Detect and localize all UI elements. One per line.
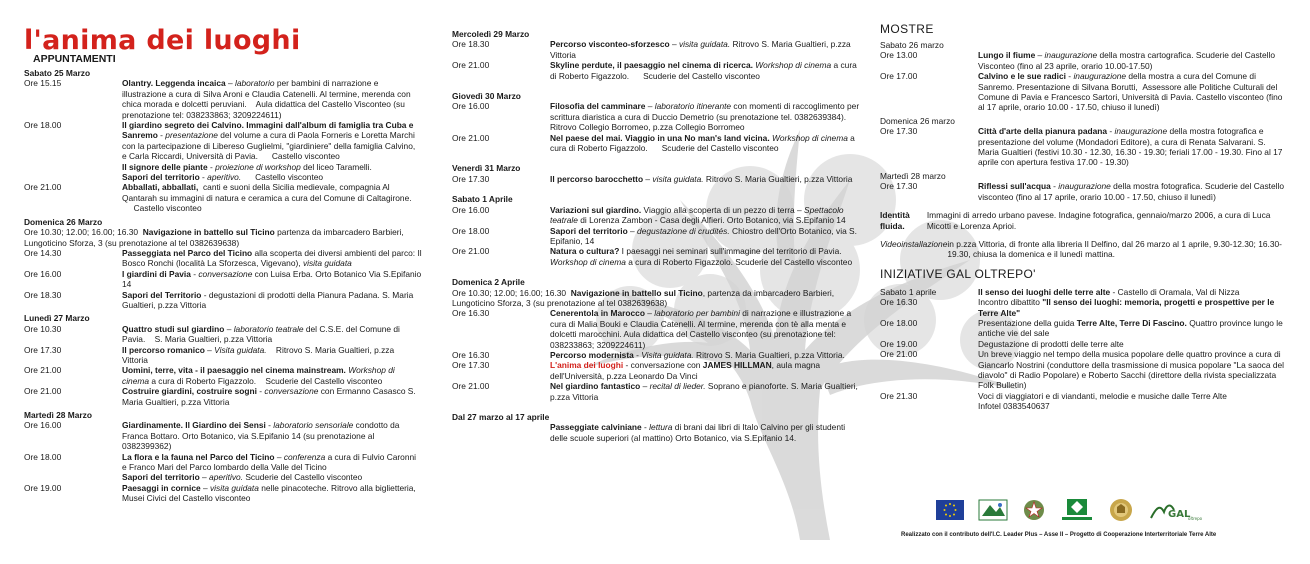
event-description: Calvino e le sue radici - inaugurazione della mostra a cura del Comune di Sanremo. Presentazione di Silvana Borutti, Assessore alle Politiche Culturali del Comune di Pavia e Francesco Sartori, Università di Pavia. Castello visconteo (fino al 17 aprile, orario 10.00 - 17.50, chiuso il lunedì) [978, 71, 1283, 113]
event-description: Natura o cultura? I paesaggi nei seminari sull'immagine del territorio di Pavia. Workshop di cinema a cura di Roberto Figazzolo. Scuderie del Castello visconteo [550, 246, 853, 267]
event-time [24, 162, 122, 172]
event-time: Ore 16.00 [452, 204, 490, 215]
spacer [452, 184, 864, 191]
event-time: Ore 17.30 [880, 126, 918, 137]
event-description: Passeggiate calviniane - lettura di brani dai libri di Italo Calvino per gli studenti delle scuole superiori (al mattino) Orto Botanico, via S.Epifanio 14. [550, 422, 846, 443]
day-heading: Martedì 28 Marzo [24, 410, 92, 420]
event-entry [24, 324, 422, 345]
event-description: Sapori del Territorio - degustazioni di prodotti della Pianura Padana. S. Maria Gualtieri, p.zza Vittoria [122, 289, 414, 310]
event-description: Cenerentola in Marocco – laboratorio per bambini di narrazione e illustrazione a cura di Malia Bouki e Claudia Catenelli. Al termine, merenda con tè alla menta e dolcetti marocchini. Aula didattica del Castello visconteo (su prenotazione tel: 038233863; 3209224611) [550, 308, 852, 350]
event-entry [880, 349, 1286, 391]
footer-credit: Realizzato con il contributo dell'I.C. Leader Plus – Asse II – Progetto di Cooperazione Interterritoriale Terre Alte [901, 532, 1217, 538]
event-description: Il giardino segreto dei Calvino. Immagini dall'album di famiglia tra Cuba e Sanremo - presentazione del volume a cura di Paola Forneris e Loretta Marchi con la partecipazione di Libereso Guglielmi, "giardiniere" della famiglia Calvino, e Carla Riccardi, Università di Pavia. Castello visconteo [122, 120, 416, 162]
event-time: Ore 19.00 [24, 482, 62, 493]
event-entry [452, 60, 864, 81]
event-description: Percorso modernista - Visita guidata. Ritrovo S. Maria Gualtieri, p.zza Vittoria. [550, 349, 845, 360]
event-time: Ore 10.30; 12.00; 16.00; 16.30 [24, 227, 139, 238]
event-description: L'anima dei luoghi - conversazione con JAMES HILLMAN, aula magna dell'Università, p.zza Leonardo Da Vinci [550, 360, 821, 381]
event-description: Il senso dei luoghi delle terre alte - Castello di Oramala, Val di Nizza [978, 286, 1240, 297]
event-description: Sapori del territorio – aperitivo. Scuderie del Castello visconteo [122, 472, 363, 483]
event-description: Costruire giardini, costruire sogni - conversazione con Ermanno Casasco S. Maria Gualtieri, p.zza Vittoria [122, 386, 416, 407]
event-description: Nel paese del mai. Viaggio in una No man's land vicina. Workshop di cinema a cura di Roberto Figazzolo. Scuderie del Castello visconteo [550, 132, 855, 154]
event-time: Ore 21.00 [452, 381, 490, 392]
page-subtitle: APPUNTAMENTI [33, 53, 116, 65]
event-entry [452, 381, 864, 402]
event-description: I giardini di Pavia - conversazione con Luisa Erba. Orto Botanico Via S.Epifanio 14 [122, 268, 422, 290]
event-entry [24, 452, 422, 473]
event-entry [880, 50, 1286, 71]
event-description: Incontro dibattito "Il senso dei luoghi: memoria, progetti e prospettive per le Terre Alte" [978, 297, 1275, 318]
spacer [452, 402, 864, 409]
event-description: Skyline perdute, il paesaggio nel cinema di ricerca. Workshop di cinema a cura di Roberto Figazzolo. Scuderie del Castello visconteo [550, 60, 857, 81]
event-entry [24, 345, 422, 366]
event-entry [24, 472, 422, 482]
event-time [452, 422, 550, 443]
event-entry [452, 39, 864, 60]
event-description: Paesaggi in cornice – visita guidata nelle pinacoteche. Ritrovo alla biglietteria, Musei Civici del Castello visconteo [122, 482, 416, 504]
event-time: Ore 16.00 [24, 268, 62, 279]
event-time: Ore 16.00 [452, 101, 490, 112]
event-time: Ore 21.00 [24, 182, 62, 193]
event-entry [452, 174, 864, 184]
event-description: Percorso visconteo-sforzesco – visita guidata. Ritrovo S. Maria Gualtieri, p.zza Vittoria [550, 39, 851, 60]
day-heading: Mercoledì 29 Marzo [452, 29, 530, 39]
event-time: Ore 16.00 [24, 420, 62, 431]
event-time: Ore 16.30 [880, 297, 918, 308]
day-heading: Domenica 26 Marzo [24, 216, 103, 227]
event-description: Il percorso romanico – Visita guidata. Ritrovo S. Maria Gualtieri, p.zza Vittoria [122, 344, 395, 365]
column-appuntamenti-1 [24, 25, 422, 504]
gal-oltrepo-logo-icon [1148, 497, 1203, 523]
event-entry: Videoinstallazione in p.zza Vittoria, di fronte alla libreria Il Delfino, dal 26 marzo al 1 aprile, 9.30-12.30; 16.30-19.30, chiusa la domenica e il lunedì mattina. [880, 238, 1282, 260]
event-entry [880, 287, 1286, 297]
event-time: Ore 13.00 [880, 50, 918, 61]
event-entry [452, 101, 864, 132]
column-mostre-gal [880, 22, 1286, 412]
column-appuntamenti-2 [452, 26, 864, 443]
event-entry [880, 401, 1286, 411]
day-heading: Lunedì 27 Marzo [24, 313, 90, 324]
event-entry [24, 365, 422, 386]
mostre-heading: MOSTRE [880, 22, 934, 36]
event-description: Navigazione in battello sul Ticino partenza da imbarcadero Barbieri, Lungoticino Sforza, 3 (su prenotazione al tel 0382639638) [24, 227, 404, 248]
event-entry [880, 339, 1286, 349]
event-entry [452, 205, 864, 226]
event-time: Ore 18.30 [24, 289, 62, 300]
event-time: Ore 21.00 [452, 132, 490, 143]
event-entry [24, 248, 422, 269]
event-time: Ore 18.00 [452, 225, 490, 236]
event-entry [24, 386, 422, 407]
event-description: Sapori del territorio - aperitivo. Castello visconteo [122, 172, 324, 183]
day-heading: Sabato 25 Marzo [24, 68, 91, 78]
event-description: Giardinamente. Il Giardino dei Sensi - laboratorio sensoriale condotto da Franca Bottaro. Orto Botanico, via S.Epifanio 14 (su prenotazione al 0382399362) [122, 420, 400, 452]
regione-lombardia-logo-icon [1060, 497, 1094, 523]
event-entry [24, 78, 422, 120]
event-description: La flora e la fauna nel Parco del Ticino – conferenza a cura di Fulvio Caronni e Franco Mari del Parco lombardo della Valle del Ticino [122, 451, 417, 473]
event-entry [452, 226, 864, 247]
event-time: Ore 10.30 [24, 323, 62, 334]
event-time: Ore 21.00 [452, 246, 490, 257]
event-description: Lungo il fiume – inaugurazione della mostra cartografica. Scuderie del Castello Visconteo (fino al 23 aprile, orario 10.00-17.50) [978, 50, 1275, 71]
day-heading: Venerdì 31 Marzo [452, 163, 521, 174]
leader-plus-logo-icon [978, 497, 1008, 523]
sponsor-logos [936, 497, 1276, 523]
event-entry [24, 483, 422, 504]
event-description: Passeggiata nel Parco del Ticino alla scoperta dei diversi ambienti del parco: Il Bosco Ronchi (località La Sforzesca, Vigevano), visita guidata [122, 247, 422, 269]
event-time: Ore 14.30 [24, 247, 62, 258]
event-entry [452, 133, 864, 154]
event-time: Ore 17.30 [24, 344, 62, 355]
event-entry [24, 162, 422, 172]
event-description: Presentazione della guida Terre Alte, Terre Di Fascino. Quattro province lungo le antiche vie del sale [978, 317, 1283, 339]
day-heading: Domenica 26 marzo [880, 115, 955, 126]
event-entry [452, 350, 864, 360]
day-heading: Martedì 28 marzo [880, 170, 946, 181]
event-description: Uomini, terre, vita - il paesaggio nel cinema mainstream. Workshop di cinema a cura di Roberto Figazzolo. Scuderie del Castello visconteo [122, 365, 395, 386]
event-time: Ore 17.30 [880, 181, 918, 192]
event-time: Ore 16.30 [452, 308, 490, 319]
event-entry [880, 71, 1286, 113]
event-time [24, 472, 122, 482]
spacer [452, 81, 864, 88]
gal-heading: INIZIATIVE GAL OLTREPO' [880, 266, 1036, 281]
event-time: Sabato 1 aprile [880, 286, 937, 297]
event-entry [880, 126, 1286, 168]
event-entry [452, 360, 864, 381]
event-entry [24, 172, 422, 182]
day-heading: Sabato 26 marzo [880, 40, 944, 50]
svg-text:oltrepo: oltrepo [1188, 516, 1203, 521]
event-time: Ore 15.15 [24, 78, 62, 89]
event-description: Abballati, abballati, canti e suoni della Sicilia medievale, compagnia Al Qantarah su immagini di natura e ceramica a cura del Comune di Caltagirone. Castello visconteo [122, 182, 412, 214]
event-description: Filosofia del camminare – laboratorio itinerante con momenti di raccoglimento per scrittura diaristica a cura di Duccio Demetrio (su prenotazione tel. 0382639384). Ritrovo Collegio Borromeo, p.zza Collegio Borromeo [550, 101, 860, 133]
spacer [452, 267, 864, 274]
event-time: Ore 18.00 [880, 317, 918, 328]
event-time: Ore 18.00 [24, 451, 62, 462]
event-description: Variazioni sul giardino. Viaggio alla scoperta di un pezzo di terra – Spettacolo teatrale di Lorenza Zambon - Casa degli Alfieri. Orto Botanico, via S.Epifanio 14 [550, 204, 846, 226]
event-entry [880, 391, 1286, 401]
event-entry [880, 181, 1286, 202]
day-heading: Sabato 1 Aprile [452, 194, 513, 205]
event-entry [452, 422, 864, 443]
provincia-emblem-icon [1108, 497, 1134, 523]
svg-text:GAL: GAL [1168, 509, 1191, 520]
event-time: Ore 17.30 [452, 173, 490, 184]
event-time: Ore 21.00 [24, 365, 62, 376]
event-entry [24, 420, 422, 451]
event-entry [24, 120, 422, 162]
event-entry: Identità fluida. Immagini di arredo urbano pavese. Indagine fotografica, gennaio/marzo 2006, a cura di Luca Micotti e Lorenza Aprioi. [880, 210, 1271, 231]
spacer [452, 153, 864, 160]
italian-republic-emblem-icon [1022, 497, 1046, 523]
event-time: Ore 10.30; 12.00; 16.00; 16.30 [452, 287, 567, 298]
page-title: l'anima dei luoghi [24, 25, 301, 56]
event-time: Ore 17.00 [880, 71, 918, 82]
event-time: Ore 21.00 [880, 349, 918, 360]
event-entry [24, 227, 422, 248]
event-entry [24, 290, 422, 311]
event-entry [24, 182, 422, 213]
event-time: Ore 18.00 [24, 120, 62, 131]
event-entry [880, 297, 1286, 318]
event-time [24, 172, 122, 182]
event-description: Nel giardino fantastico – recital di lieder. Soprano e pianoforte. S. Maria Gualtieri, p.zza Vittoria [550, 381, 858, 402]
event-description: Quattro studi sul giardino – laboratorio teatrale del C.S.E. del Comune di Pavia. S. Maria Gualtieri, p.zza Vittoria [122, 323, 400, 345]
event-time: Ore 19.00 [880, 338, 918, 349]
event-time: Ore 17.30 [452, 360, 490, 371]
event-description: Città d'arte della pianura padana - inaugurazione della mostra fotografica e presentazione del volume (Mondadori Editore), a cura di Renata Salvarani. S. Maria Gualtieri (festivi 10.30 - 12.30, 16.30 - 19.30; feriali 17.00 - 19.30. Fino al 17 aprile con apertura festiva 17.00 - 19.30) [978, 126, 1283, 168]
event-entry [24, 269, 422, 290]
event-description: Il signore delle piante - proiezione di workshop del liceo Taramelli. [122, 161, 372, 172]
eu-flag-icon [936, 497, 964, 523]
event-time: Ore 16.30 [452, 349, 490, 360]
event-entry [452, 288, 864, 309]
event-time: Ore 21.30 [880, 390, 918, 401]
event-entry [880, 318, 1286, 339]
day-heading: Dal 27 marzo al 17 aprile [452, 412, 550, 422]
event-entry [452, 308, 864, 350]
event-description: Navigazione in battello sul Ticino, partenza da imbarcadero Barbieri, Lungoticino Sforza, 3 (su prenotazione al tel 0382639638) [452, 287, 835, 308]
day-heading: Domenica 2 Aprile [452, 277, 525, 288]
event-description: Olantry. Leggenda incaica – laboratorio per bambini di narrazione e illustrazione a cura di Silva Aroni e Claudia Catenelli. Al termine, merenda con chica morada e dolcetti peruviani. Aula didattica del Castello Visconteo (su prenotazione tel: 038233863; 3209224611) [122, 78, 411, 120]
event-time [880, 401, 978, 411]
event-description: Il percorso barocchetto – visita guidata. Ritrovo S. Maria Gualtieri, p.zza Vittoria [550, 173, 853, 184]
event-entry [452, 246, 864, 267]
event-description: Voci di viaggiatori e di viandanti, melodie e musiche dalle Terre Alte [978, 390, 1227, 401]
day-heading: Giovedì 30 Marzo [452, 91, 521, 102]
event-time: Ore 21.00 [452, 60, 490, 71]
event-time: Ore 18.30 [452, 39, 490, 50]
event-description: Degustazione di prodotti delle terre alte [978, 338, 1124, 349]
event-time: Ore 21.00 [24, 386, 62, 397]
event-description: Riflessi sull'acqua - inaugurazione della mostra fotografica. Scuderie del Castello visconteo (fino al 17 aprile, orario 10.00 - 17.50, chiuso il lunedì) [978, 181, 1285, 202]
event-description: Sapori del territorio – degustazione di crudités. Chiostro dell'Orto Botanico, via S. Epifanio, 14 [550, 225, 857, 246]
event-description: Un breve viaggio nel tempo della musica popolare delle quattro province a cura di Giancarlo Nostrini (conduttore della trasmissione di musica popolare "La saoca del diavolo" di Radio Popolare) e Roberto Sacchi (direttore della rivista specializzata Folk Bulletin) [978, 349, 1285, 391]
event-description: Infotel 0383540637 [978, 401, 1050, 412]
